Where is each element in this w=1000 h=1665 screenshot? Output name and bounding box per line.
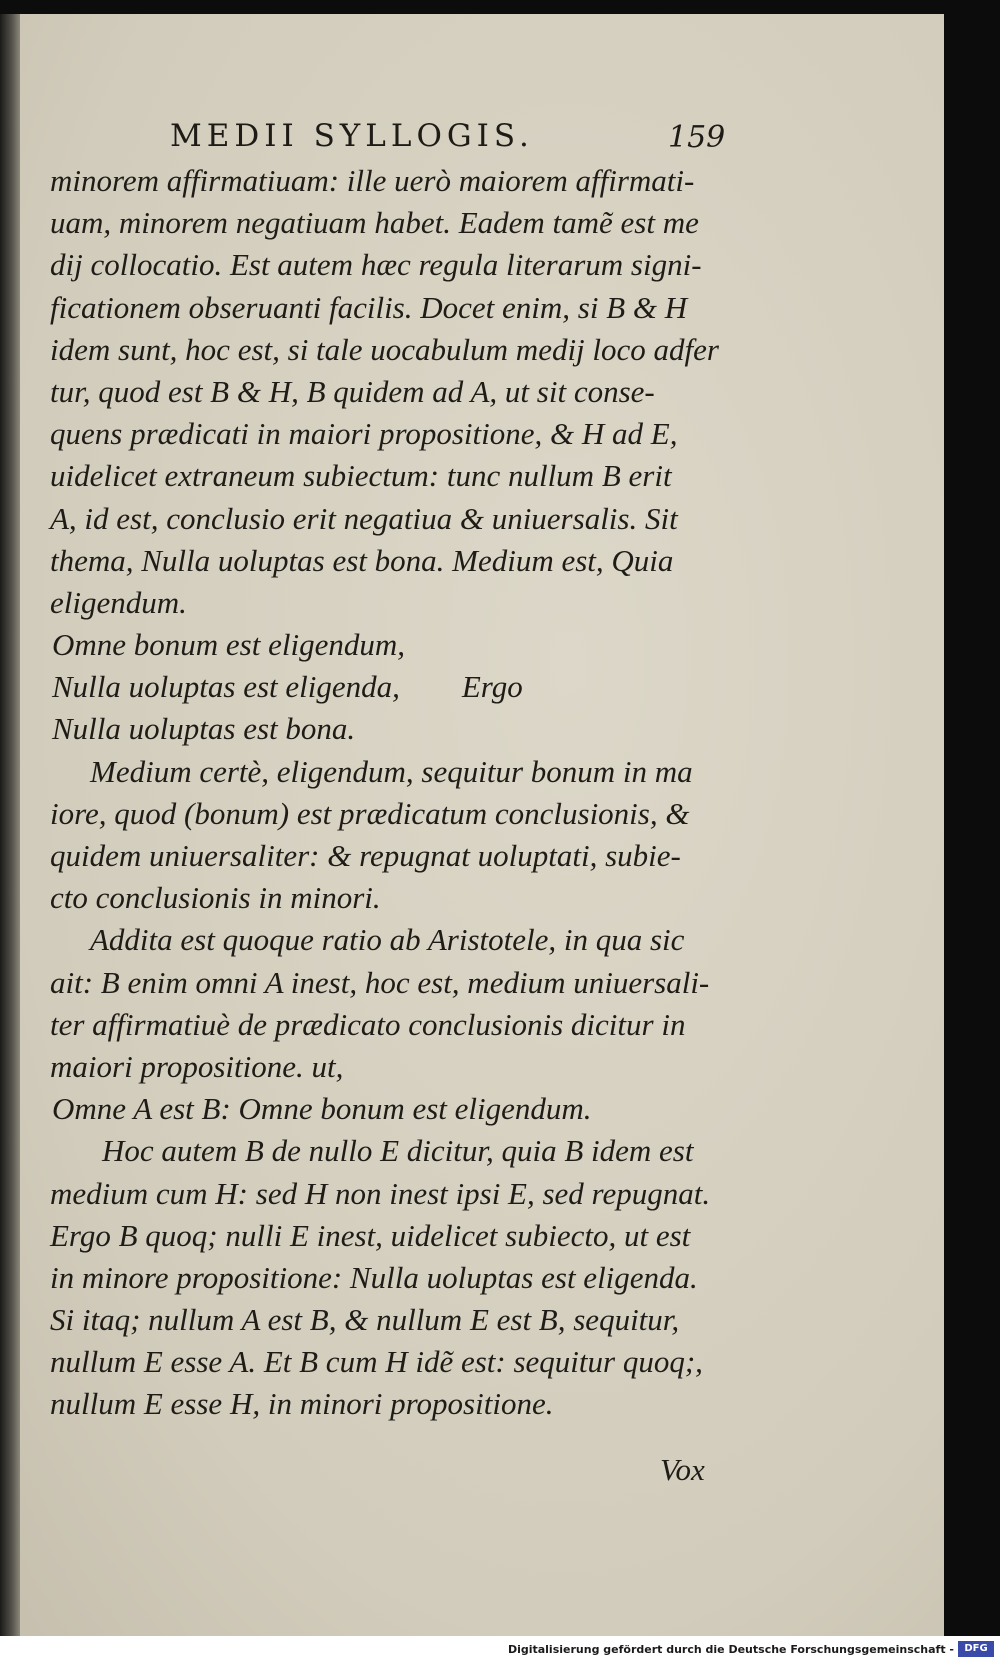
page-number: 159 bbox=[668, 120, 726, 155]
text-line: tur, quod est B & H, B quidem ad A, ut sit conse- bbox=[50, 373, 655, 409]
text-line: eligendum. bbox=[50, 584, 187, 620]
text-line: quidem uniuersaliter: & repugnat uoluptati, subie- bbox=[50, 838, 681, 873]
footer-bar bbox=[0, 1636, 1000, 1665]
text-line: nullum E esse H, in minori propositione. bbox=[50, 1386, 554, 1422]
text-line: nullum E esse A. Et B cum H idẽ est: sequitur quoq;, bbox=[50, 1344, 703, 1380]
paragraph-start: Addita est quoque ratio ab Aristotele, in qua sic bbox=[90, 922, 685, 958]
binding-gutter bbox=[0, 14, 20, 1636]
text-line: dij collocatio. Est autem hæc regula literarum signi- bbox=[50, 247, 702, 283]
dfg-logo: DFG bbox=[958, 1641, 994, 1657]
text-line: iore, quod (bonum) est prædicatum conclusionis, & bbox=[50, 795, 690, 831]
page-header bbox=[0, 118, 1000, 158]
text-line: Si itaq; nullum A est B, & nullum E est B, sequitur, bbox=[50, 1302, 680, 1338]
catchword: Vox bbox=[660, 1452, 705, 1487]
text-line: idem sunt, hoc est, si tale uocabulum medij loco adfer bbox=[50, 331, 719, 367]
text-line: ter affirmatiuè de prædicato conclusionis dicitur in bbox=[50, 1006, 686, 1042]
text-line: thema, Nulla uoluptas est bona. Medium est, Quia bbox=[50, 542, 674, 578]
syllogism-conclusion: Nulla uoluptas est bona. bbox=[52, 711, 356, 747]
text-line: medium cum H: sed H non inest ipsi E, sed repugnat. bbox=[50, 1175, 711, 1211]
text-line: cto conclusionis in minori. bbox=[50, 880, 381, 916]
example-premise: Omne A est B: Omne bonum est eligendum. bbox=[52, 1091, 592, 1127]
text-line: uidelicet extraneum subiectum: tunc nullum B erit bbox=[50, 458, 672, 494]
text-line: ficationem obseruanti facilis. Docet enim, si B & H bbox=[50, 289, 688, 325]
text-line: minorem affirmatiuam: ille uerò maiorem affirmati- bbox=[50, 163, 695, 198]
paragraph-start: Hoc autem B de nullo E dicitur, quia B idem est bbox=[102, 1133, 694, 1169]
syllogism-major-premise: Omne bonum est eligendum, bbox=[52, 627, 405, 663]
text-line: A, id est, conclusio erit negatiua & uniuersalis. Sit bbox=[50, 500, 678, 536]
text-line: uam, minorem negatiuam habet. Eadem tamẽ est me bbox=[50, 205, 699, 241]
syllogism-minor-premise: Nulla uoluptas est eligenda, Ergo bbox=[52, 669, 523, 705]
running-head: MEDII SYLLOGIS. bbox=[170, 118, 534, 154]
funding-credit: Digitalisierung gefördert durch die Deutsche Forschungsgemeinschaft - bbox=[507, 1643, 954, 1656]
paragraph-start: Medium certè, eligendum, sequitur bonum in ma bbox=[90, 753, 693, 789]
text-line: quens prædicati in maiori propositione, & H ad E, bbox=[50, 416, 678, 452]
body-text bbox=[50, 160, 730, 1426]
text-line: ait: B enim omni A inest, hoc est, medium uniuersali- bbox=[50, 964, 710, 1000]
text-line: maiori propositione. ut, bbox=[50, 1048, 344, 1084]
text-line: Ergo B quoq; nulli E inest, uidelicet subiecto, ut est bbox=[50, 1217, 691, 1253]
text-line: in minore propositione: Nulla uoluptas est eligenda. bbox=[50, 1259, 698, 1295]
